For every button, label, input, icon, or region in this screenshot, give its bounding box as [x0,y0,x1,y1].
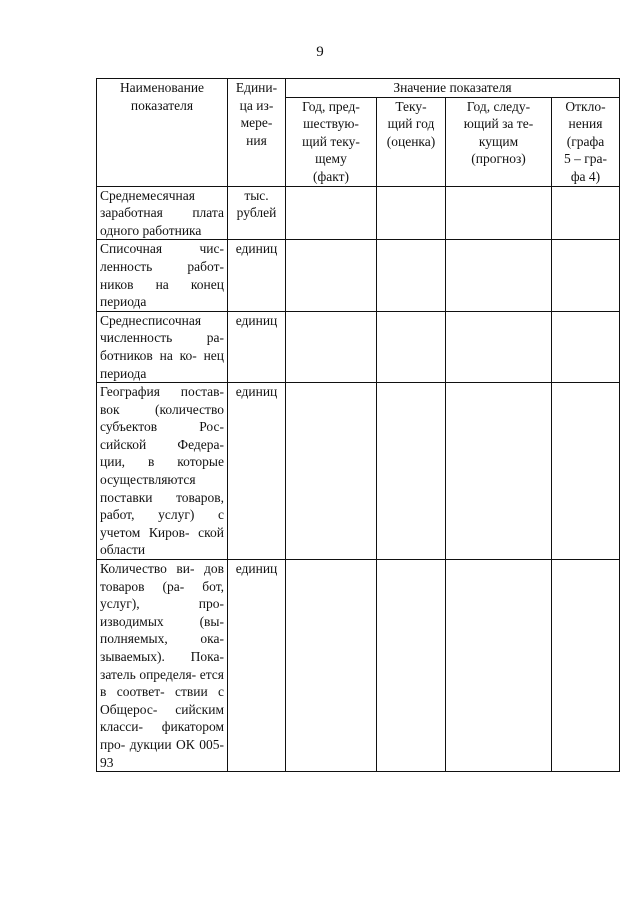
header-value-group: Значение показателя [286,79,620,98]
indicator-name: Среднесписочная численность ра- ботников на ко- нец периода [97,311,228,382]
indicator-unit: единиц [228,560,286,772]
value-cell-deviation [552,240,620,311]
header-next-year: Год, следу- ющий за те- кущим (прогноз) [446,97,552,186]
indicator-name: Среднемесячная заработная плата одного работника [97,186,228,240]
value-cell-next [446,311,552,382]
table-row [97,186,620,240]
value-cell-current [377,311,446,382]
header-name: Наименование показателя [97,79,228,187]
value-cell-previous [286,240,377,311]
value-cell-current [377,383,446,560]
value-cell-current [377,560,446,772]
table-row [97,311,620,382]
indicator-name: Списочная чис- ленность работ- ников на конец периода [97,240,228,311]
indicator-unit: единиц [228,311,286,382]
value-cell-previous [286,560,377,772]
indicators-table [96,78,620,772]
indicator-unit: тыс. рублей [228,186,286,240]
page-number: 9 [316,44,324,60]
indicator-unit: единиц [228,240,286,311]
indicator-name: Количество ви- дов товаров (ра- бот, услуг), про- изводимых (вы- полняемых, ока- зываемых). Пока- затель определя- ется в соответ- ствии с Общерос- сийским класси- фикатором про- дукции ОК 005-93 [97,560,228,772]
value-cell-current [377,240,446,311]
header-unit: Едини- ца из- мере- ния [228,79,286,187]
value-cell-previous [286,383,377,560]
indicator-unit: единиц [228,383,286,560]
header-current-year: Теку- щий год (оценка) [377,97,446,186]
value-cell-next [446,383,552,560]
value-cell-deviation [552,560,620,772]
value-cell-next [446,240,552,311]
value-cell-next [446,186,552,240]
value-cell-next [446,560,552,772]
value-cell-previous [286,186,377,240]
table-row [97,383,620,560]
value-cell-current [377,186,446,240]
value-cell-previous [286,311,377,382]
table-row [97,560,620,772]
table-row [97,240,620,311]
header-deviation: Откло- нения (графа 5 – гра- фа 4) [552,97,620,186]
value-cell-deviation [552,311,620,382]
value-cell-deviation [552,186,620,240]
indicator-name: География постав- вок (количество субъектов Рос- сийской Федера- ции, в которые осуществляются поставки товаров, работ, услуг) с учетом Киров- ской области [97,383,228,560]
value-cell-deviation [552,383,620,560]
header-previous-year: Год, пред- шествую- щий теку- щему (факт) [286,97,377,186]
